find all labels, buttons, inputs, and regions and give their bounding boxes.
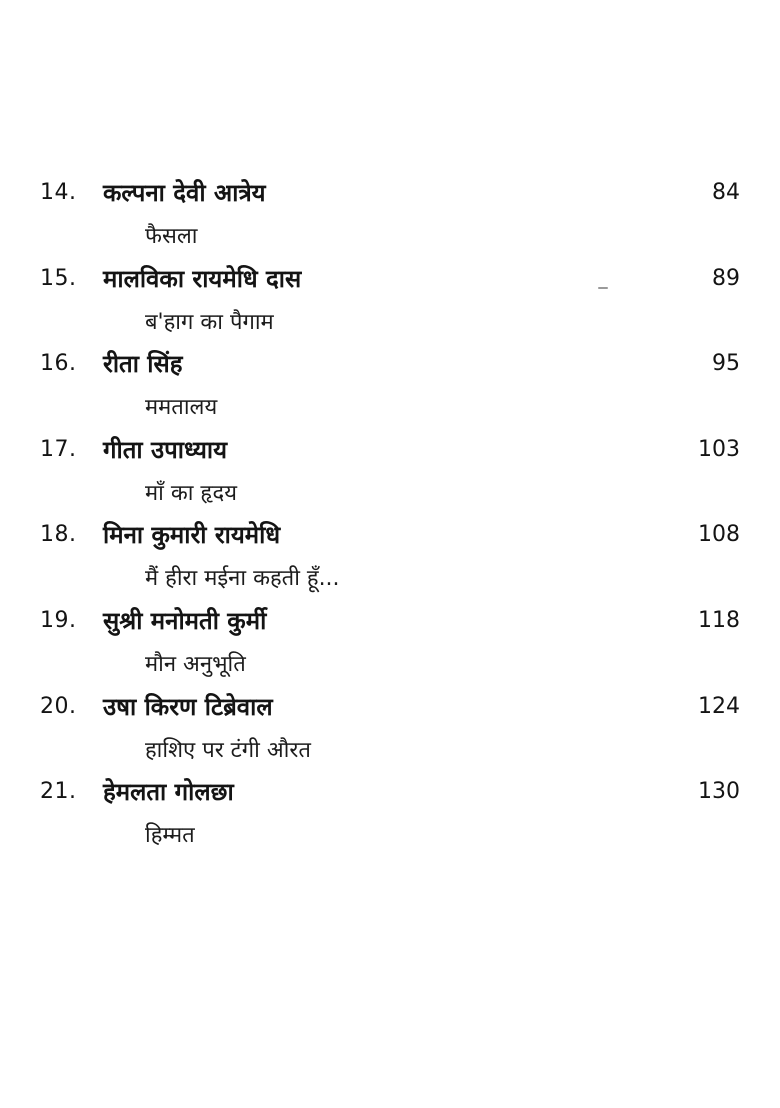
entry-number: 21. <box>40 779 77 805</box>
entry-page-number: 108 <box>698 522 740 548</box>
entry-author: कल्पना देवी आत्रेय <box>103 179 266 207</box>
entry-number: 16. <box>40 351 77 377</box>
entry-page-number: 130 <box>698 779 740 805</box>
entry-page-number: 89 <box>712 265 740 291</box>
entry-title: मैं हीरा मईना कहती हूँ... <box>145 566 340 592</box>
toc-entry <box>0 604 780 690</box>
entry-author: हेमलता गोलछा <box>103 778 234 807</box>
entry-title: मौन अनुभूति <box>145 651 246 677</box>
entry-number: 20. <box>40 693 77 719</box>
toc-entry <box>0 433 780 519</box>
table-of-contents <box>0 176 780 861</box>
entry-number: 15. <box>40 265 77 291</box>
entry-title: माँ का हृदय <box>145 480 237 506</box>
toc-entry <box>0 690 780 776</box>
entry-number: 18. <box>40 522 77 548</box>
entry-page-number: 103 <box>698 436 740 462</box>
entry-author: सुश्री मनोमती कुर्मी <box>103 606 267 635</box>
entry-page-number: 118 <box>698 607 740 633</box>
entry-title: ब'हाग का पैगाम <box>145 309 274 335</box>
toc-entry <box>0 775 780 861</box>
toc-entry <box>0 176 780 262</box>
entry-page-number: 84 <box>712 180 740 205</box>
entry-number: 19. <box>40 607 77 633</box>
entry-author: मालविका रायमेधि दास <box>103 264 302 293</box>
toc-entry <box>0 518 780 604</box>
entry-page-number: 95 <box>712 351 740 377</box>
entry-number: 17. <box>40 436 77 462</box>
entry-author: उषा किरण टिब्रेवाल <box>103 692 273 721</box>
entry-author: मिना कुमारी रायमेधि <box>103 521 281 550</box>
entry-title: हाशिए पर टंगी औरत <box>145 737 311 763</box>
entry-page-number: 124 <box>698 693 740 719</box>
entry-author: गीता उपाध्याय <box>103 435 228 464</box>
entry-author: रीता सिंह <box>103 350 183 379</box>
toc-entry <box>0 262 780 348</box>
entry-title: फैसला <box>145 224 198 249</box>
entry-title: ममतालय <box>145 395 218 421</box>
toc-entry <box>0 347 780 433</box>
entry-title: हिम्मत <box>145 823 195 849</box>
entry-number: 14. <box>40 180 77 205</box>
